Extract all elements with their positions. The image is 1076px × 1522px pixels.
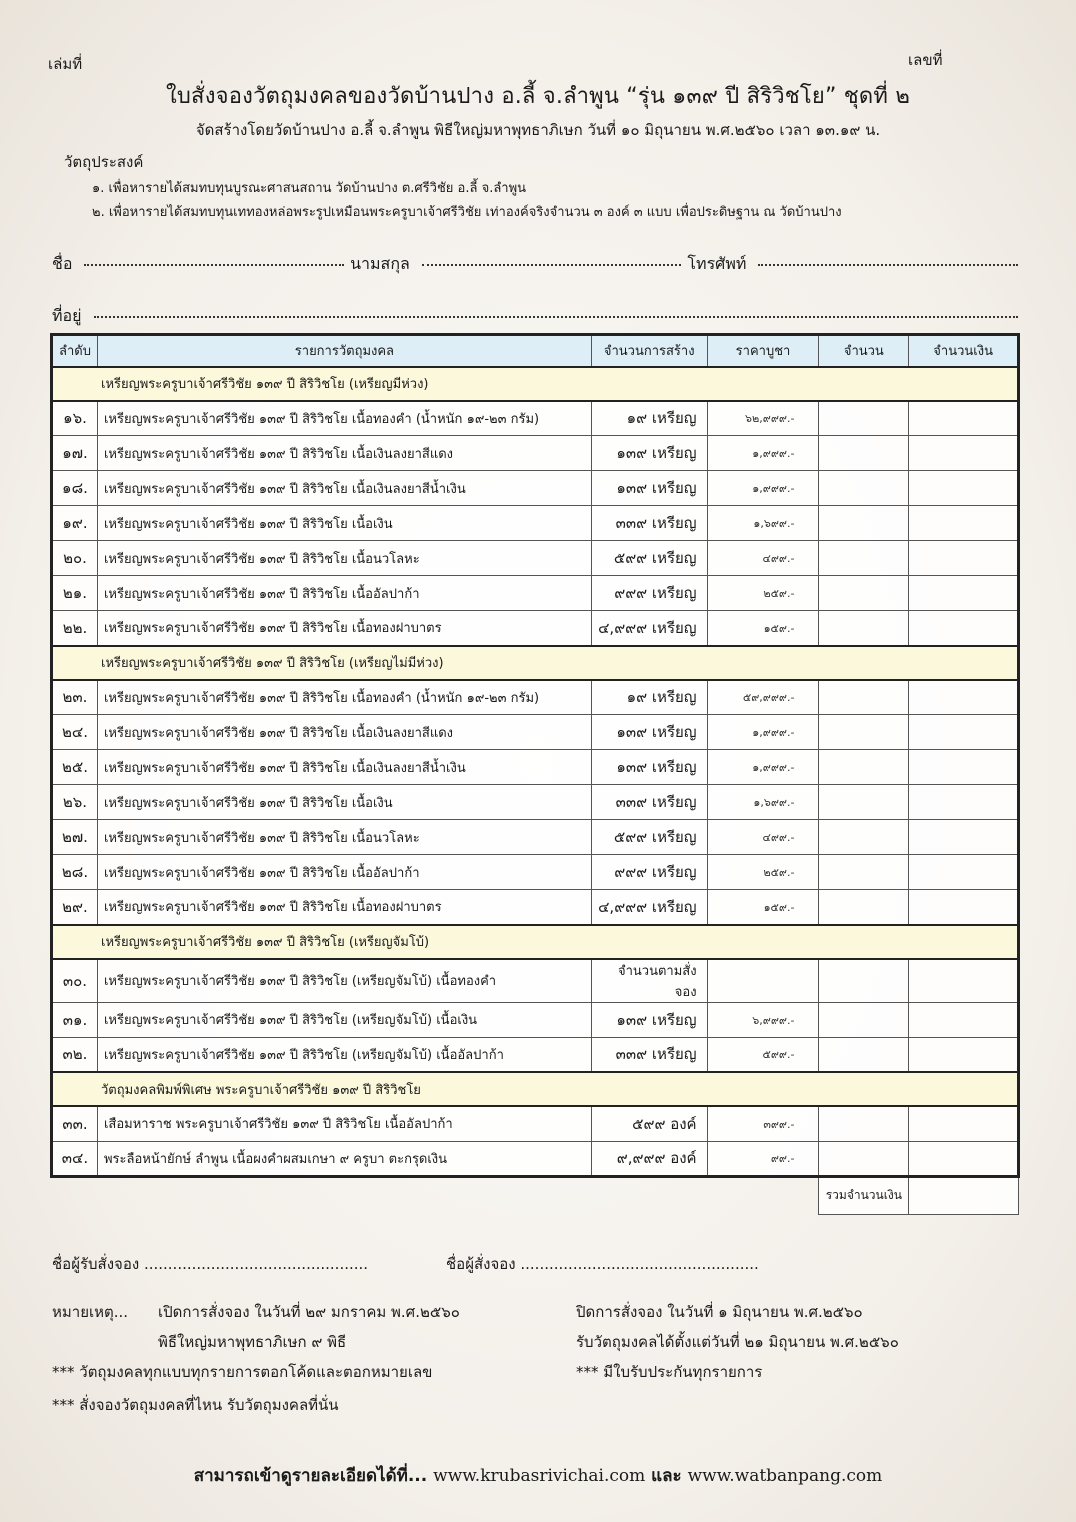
- footer-and: และ: [651, 1466, 682, 1486]
- item-price: ๖๒,๙๙๙.-: [707, 401, 819, 436]
- orderer-field[interactable]: ..................................................: [520, 1255, 759, 1273]
- group-header-row: [52, 367, 1019, 401]
- item-production-count: ๓๓๙ เหรียญ: [591, 506, 707, 541]
- item-price: ๑,๖๙๙.-: [707, 506, 819, 541]
- quantity-input[interactable]: [819, 401, 909, 436]
- item-price: ๕๙๙.-: [707, 1037, 819, 1072]
- item-production-count: ๑๓๙ เหรียญ: [591, 750, 707, 785]
- quantity-input[interactable]: [819, 785, 909, 820]
- quantity-input[interactable]: [819, 471, 909, 506]
- orderer-signature: [446, 1252, 759, 1276]
- item-number: ๒๓.: [52, 680, 98, 715]
- item-price: ๖,๙๙๙.-: [707, 1002, 819, 1037]
- footer: [0, 1462, 1076, 1489]
- amount-input[interactable]: [909, 785, 1019, 820]
- item-number: ๒๒.: [52, 611, 98, 646]
- note-code: *** วัตถุมงคลทุกแบบทุกรายการตอกโค้ดและตอกหมายเลข: [52, 1363, 433, 1381]
- item-number: ๑๗.: [52, 436, 98, 471]
- item-number: ๒๗.: [52, 820, 98, 855]
- amount-input[interactable]: [909, 820, 1019, 855]
- item-name: เหรียญพระครูบาเจ้าศรีวิชัย ๑๓๙ ปี สิริวิชโย เนื้อทองคำ (น้ำหนัก ๑๙-๒๓ กรัม): [97, 680, 591, 715]
- item-name: เหรียญพระครูบาเจ้าศรีวิชัย ๑๓๙ ปี สิริวิชโย เนื้อเงินลงยาสีน้ำเงิน: [97, 750, 591, 785]
- total-amount-input[interactable]: [909, 1176, 1019, 1214]
- item-production-count: ๙๙๙ เหรียญ: [591, 576, 707, 611]
- note-open-date: เปิดการสั่งจอง ในวันที่ ๒๙ มกราคม พ.ศ.๒๕๖๐: [158, 1303, 460, 1321]
- item-production-count: ๑๙ เหรียญ: [591, 680, 707, 715]
- amount-input[interactable]: [909, 959, 1019, 1003]
- table-row: [52, 1002, 1019, 1037]
- item-number: ๒๐.: [52, 541, 98, 576]
- note-ceremony: พิธีใหญ่มหาพุทธาภิเษก ๙ พิธี: [158, 1333, 347, 1351]
- col-header-no: ลำดับ: [52, 335, 98, 367]
- item-name: เสือมหาราช พระครูบาเจ้าศรีวิชัย ๑๓๙ ปี สิริวิชโย เนื้ออัลปาก้า: [97, 1106, 591, 1141]
- item-name: เหรียญพระครูบาเจ้าศรีวิชัย ๑๓๙ ปี สิริวิชโย เนื้อเงินลงยาสีแดง: [97, 715, 591, 750]
- quantity-input[interactable]: [819, 1037, 909, 1072]
- amount-input[interactable]: [909, 541, 1019, 576]
- quantity-input[interactable]: [819, 820, 909, 855]
- quantity-input[interactable]: [819, 855, 909, 890]
- table-row: [52, 715, 1019, 750]
- item-production-count: ๓๓๙ เหรียญ: [591, 1037, 707, 1072]
- quantity-input[interactable]: [819, 715, 909, 750]
- table-row: [52, 890, 1019, 925]
- item-production-count: จำนวนตามสั่งจอง: [591, 959, 707, 1003]
- footer-text: สามารถเข้าดูรายละเอียดได้ที่...: [193, 1466, 428, 1486]
- item-price: ๑,๖๙๙.-: [707, 785, 819, 820]
- item-price: [707, 959, 819, 1003]
- quantity-input[interactable]: [819, 1002, 909, 1037]
- item-production-count: ๔,๙๙๙ เหรียญ: [591, 890, 707, 925]
- item-number: ๓๔.: [52, 1141, 98, 1176]
- address-label: ที่อยู่: [52, 306, 82, 325]
- item-name: เหรียญพระครูบาเจ้าศรีวิชัย ๑๓๙ ปี สิริวิชโย (เหรียญจัมโบ้) เนื้อทองคำ: [97, 959, 591, 1003]
- item-price: ๑,๙๙๙.-: [707, 715, 819, 750]
- item-name: เหรียญพระครูบาเจ้าศรีวิชัย ๑๓๙ ปี สิริวิชโย เนื้ออัลปาก้า: [97, 855, 591, 890]
- quantity-input[interactable]: [819, 890, 909, 925]
- quantity-input[interactable]: [819, 680, 909, 715]
- amount-input[interactable]: [909, 715, 1019, 750]
- item-number: ๒๖.: [52, 785, 98, 820]
- item-production-count: ๕๙๙ เหรียญ: [591, 541, 707, 576]
- item-name: เหรียญพระครูบาเจ้าศรีวิชัย ๑๓๙ ปี สิริวิชโย เนื้อนวโลหะ: [97, 541, 591, 576]
- item-production-count: ๑๓๙ เหรียญ: [591, 715, 707, 750]
- quantity-input[interactable]: [819, 436, 909, 471]
- table-row: [52, 576, 1019, 611]
- item-number: ๑๙.: [52, 506, 98, 541]
- item-production-count: ๓๓๙ เหรียญ: [591, 785, 707, 820]
- group-title: เหรียญพระครูบาเจ้าศรีวิชัย ๑๓๙ ปี สิริวิชโย (เหรียญไม่มีห่วง): [52, 646, 1019, 680]
- item-name: เหรียญพระครูบาเจ้าศรีวิชัย ๑๓๙ ปี สิริวิชโย เนื้อเงิน: [97, 506, 591, 541]
- table-row: [52, 855, 1019, 890]
- table-row: [52, 611, 1019, 646]
- item-number: ๓๒.: [52, 1037, 98, 1072]
- item-name: เหรียญพระครูบาเจ้าศรีวิชัย ๑๓๙ ปี สิริวิชโย เนื้ออัลปาก้า: [97, 576, 591, 611]
- amount-input[interactable]: [909, 1106, 1019, 1141]
- amount-input[interactable]: [909, 1141, 1019, 1176]
- receiver-signature: [52, 1252, 368, 1276]
- amount-input[interactable]: [909, 471, 1019, 506]
- item-price: ๒๕๙.-: [707, 855, 819, 890]
- amount-input[interactable]: [909, 611, 1019, 646]
- item-production-count: ๕๙๙ องค์: [591, 1106, 707, 1141]
- table-row: [52, 541, 1019, 576]
- table-row: [52, 820, 1019, 855]
- name-row: [52, 252, 1024, 277]
- table-row: [52, 1037, 1019, 1072]
- item-name: เหรียญพระครูบาเจ้าศรีวิชัย ๑๓๙ ปี สิริวิชโย เนื้อนวโลหะ: [97, 820, 591, 855]
- item-price: ๑๕๙.-: [707, 890, 819, 925]
- item-production-count: ๕๙๙ เหรียญ: [591, 820, 707, 855]
- footer-link-watbanpang[interactable]: www.watbanpang.com: [687, 1466, 883, 1486]
- item-name: เหรียญพระครูบาเจ้าศรีวิชัย ๑๓๙ ปี สิริวิชโย (เหรียญจัมโบ้) เนื้ออัลปาก้า: [97, 1037, 591, 1072]
- table-row: [52, 1106, 1019, 1141]
- item-name: เหรียญพระครูบาเจ้าศรีวิชัย ๑๓๙ ปี สิริวิชโย เนื้อทองฝาบาตร: [97, 611, 591, 646]
- note-pickup: *** สั่งจองวัตถุมงคลที่ไหน รับวัตถุมงคลที่นั่น: [52, 1396, 339, 1414]
- item-price: ๑๕๙.-: [707, 611, 819, 646]
- table-row: [52, 785, 1019, 820]
- item-number: ๑๘.: [52, 471, 98, 506]
- item-number: ๒๔.: [52, 715, 98, 750]
- total-label: รวมจำนวนเงิน: [819, 1176, 909, 1214]
- item-number: ๓๓.: [52, 1106, 98, 1141]
- item-production-count: ๑๓๙ เหรียญ: [591, 1002, 707, 1037]
- receiver-field[interactable]: ...............................................: [143, 1255, 369, 1273]
- notes-label: หมายเหตุ...: [52, 1303, 129, 1321]
- table-header-row: [52, 335, 1019, 367]
- total-row: [52, 1176, 1019, 1214]
- col-header-quantity: จำนวน: [819, 335, 909, 367]
- item-name: พระลือหน้ายักษ์ ลำพูน เนื้อผงคำผสมเกษา ๙ ครูบา ตะกรุดเงิน: [97, 1141, 591, 1176]
- footer-link-krubasrivichai[interactable]: www.krubasrivichai.com: [433, 1466, 646, 1486]
- item-name: เหรียญพระครูบาเจ้าศรีวิชัย ๑๓๙ ปี สิริวิชโย (เหรียญจัมโบ้) เนื้อเงิน: [97, 1002, 591, 1037]
- quantity-input[interactable]: [819, 959, 909, 1003]
- table-row: [52, 436, 1019, 471]
- item-price: ๑,๙๙๙.-: [707, 436, 819, 471]
- group-header-row: [52, 1072, 1019, 1106]
- phone-field[interactable]: [758, 264, 1018, 266]
- amount-input[interactable]: [909, 855, 1019, 890]
- amount-input[interactable]: [909, 401, 1019, 436]
- receiver-label: ชื่อผู้รับสั่งจอง: [52, 1255, 140, 1273]
- item-name: เหรียญพระครูบาเจ้าศรีวิชัย ๑๓๙ ปี สิริวิชโย เนื้อเงินลงยาสีน้ำเงิน: [97, 471, 591, 506]
- item-price: ๑,๙๙๙.-: [707, 750, 819, 785]
- item-production-count: ๑๙ เหรียญ: [591, 401, 707, 436]
- table-row: [52, 506, 1019, 541]
- page-subtitle: จัดสร้างโดยวัดบ้านปาง อ.ลี้ จ.ลำพูน พิธีใหญ่มหาพุทธาภิเษก วันที่ ๑๐ มิถุนายน พ.ศ.๒๕๖๐ เวลา ๑๓.๑๙ น.: [195, 121, 881, 139]
- table-row: [52, 750, 1019, 785]
- item-number: ๓๑.: [52, 1002, 98, 1037]
- col-header-amount: จำนวนเงิน: [909, 335, 1019, 367]
- orderer-label: ชื่อผู้สั่งจอง: [446, 1255, 516, 1273]
- item-production-count: ๙๙๙ เหรียญ: [591, 855, 707, 890]
- phone-label: โทรศัพท์: [687, 254, 747, 273]
- item-price: ๔๙๙.-: [707, 820, 819, 855]
- surname-field[interactable]: [422, 264, 682, 266]
- table-row: [52, 401, 1019, 436]
- order-table: [50, 333, 1020, 1215]
- amount-input[interactable]: [909, 1037, 1019, 1072]
- item-number: ๒๑.: [52, 576, 98, 611]
- item-price: ๑,๙๙๙.-: [707, 471, 819, 506]
- item-number: ๒๘.: [52, 855, 98, 890]
- item-number: ๒๙.: [52, 890, 98, 925]
- item-production-count: ๔,๙๙๙ เหรียญ: [591, 611, 707, 646]
- item-number: ๓๐.: [52, 959, 98, 1003]
- amount-input[interactable]: [909, 680, 1019, 715]
- table-row: [52, 680, 1019, 715]
- purpose-heading: วัตถุประสงค์: [64, 153, 144, 171]
- quantity-input[interactable]: [819, 576, 909, 611]
- amount-input[interactable]: [909, 750, 1019, 785]
- table-row: [52, 1141, 1019, 1176]
- item-production-count: ๙,๙๙๙ องค์: [591, 1141, 707, 1176]
- item-name: เหรียญพระครูบาเจ้าศรีวิชัย ๑๓๙ ปี สิริวิชโย เนื้อเงินลงยาสีแดง: [97, 436, 591, 471]
- group-title: วัตถุมงคลพิมพ์พิเศษ พระครูบาเจ้าศรีวิชัย ๑๓๙ ปี สิริวิชโย: [52, 1072, 1019, 1106]
- quantity-input[interactable]: [819, 1106, 909, 1141]
- item-price: ๒๕๙.-: [707, 576, 819, 611]
- col-header-production: จำนวนการสร้าง: [591, 335, 707, 367]
- item-price: ๙๙.-: [707, 1141, 819, 1176]
- item-production-count: ๑๓๙ เหรียญ: [591, 436, 707, 471]
- item-name: เหรียญพระครูบาเจ้าศรีวิชัย ๑๓๙ ปี สิริวิชโย เนื้อทองฝาบาตร: [97, 890, 591, 925]
- surname-label: นามสกุล: [350, 254, 410, 273]
- form-number-label: เลขที่: [908, 51, 943, 69]
- note-close-date: ปิดการสั่งจอง ในวันที่ ๑ มิถุนายน พ.ศ.๒๕๖๐: [576, 1303, 863, 1321]
- quantity-input[interactable]: [819, 750, 909, 785]
- item-name: เหรียญพระครูบาเจ้าศรีวิชัย ๑๓๙ ปี สิริวิชโย เนื้อทองคำ (น้ำหนัก ๑๙-๒๓ กรัม): [97, 401, 591, 436]
- note-receive-date: รับวัตถุมงคลได้ตั้งแต่วันที่ ๒๑ มิถุนายน พ.ศ.๒๕๖๐: [576, 1333, 899, 1351]
- quantity-input[interactable]: [819, 1141, 909, 1176]
- item-number: ๑๖.: [52, 401, 98, 436]
- col-header-price: ราคาบูชา: [707, 335, 819, 367]
- item-price: ๕๙,๙๙๙.-: [707, 680, 819, 715]
- address-row: [52, 304, 1024, 329]
- item-production-count: ๑๓๙ เหรียญ: [591, 471, 707, 506]
- group-header-row: [52, 925, 1019, 959]
- amount-input[interactable]: [909, 1002, 1019, 1037]
- table-row: [52, 959, 1019, 1003]
- group-title: เหรียญพระครูบาเจ้าศรีวิชัย ๑๓๙ ปี สิริวิชโย (เหรียญจัมโบ้): [52, 925, 1019, 959]
- page-title: ใบสั่งจองวัตถุมงคลของวัดบ้านปาง อ.ลี้ จ.ลำพูน “รุ่น ๑๓๙ ปี สิริวิชโย” ชุดที่ ๒: [165, 84, 911, 109]
- quantity-input[interactable]: [819, 611, 909, 646]
- purpose-item: ๑. เพื่อหารายได้สมทบทุนบูรณะศาสนสถาน วัดบ้านปาง ต.ศรีวิชัย อ.ลี้ จ.ลำพูน: [92, 181, 527, 196]
- amount-input[interactable]: [909, 436, 1019, 471]
- item-name: เหรียญพระครูบาเจ้าศรีวิชัย ๑๓๙ ปี สิริวิชโย เนื้อเงิน: [97, 785, 591, 820]
- book-number-label: เล่มที่: [48, 55, 83, 73]
- item-price: ๓๙๙.-: [707, 1106, 819, 1141]
- amount-input[interactable]: [909, 890, 1019, 925]
- quantity-input[interactable]: [819, 506, 909, 541]
- address-field[interactable]: [94, 316, 1018, 318]
- note-warranty: *** มีใบรับประกันทุกรายการ: [576, 1363, 763, 1381]
- item-price: ๔๙๙.-: [707, 541, 819, 576]
- col-header-item: รายการวัตถุมงคล: [97, 335, 591, 367]
- name-label: ชื่อ: [52, 254, 73, 273]
- item-number: ๒๕.: [52, 750, 98, 785]
- group-title: เหรียญพระครูบาเจ้าศรีวิชัย ๑๓๙ ปี สิริวิชโย (เหรียญมีห่วง): [52, 367, 1019, 401]
- amount-input[interactable]: [909, 576, 1019, 611]
- amount-input[interactable]: [909, 506, 1019, 541]
- table-row: [52, 471, 1019, 506]
- total-spacer: [52, 1176, 819, 1214]
- name-field[interactable]: [84, 264, 344, 266]
- purpose-item: ๒. เพื่อหารายได้สมทบทุนเททองหล่อพระรูปเหมือนพระครูบาเจ้าศรีวิชัย เท่าองค์จริงจำนวน ๓ องค์ ๓ แบบ เพื่อประดิษฐาน ณ วัดบ้านปาง: [92, 205, 842, 220]
- group-header-row: [52, 646, 1019, 680]
- quantity-input[interactable]: [819, 541, 909, 576]
